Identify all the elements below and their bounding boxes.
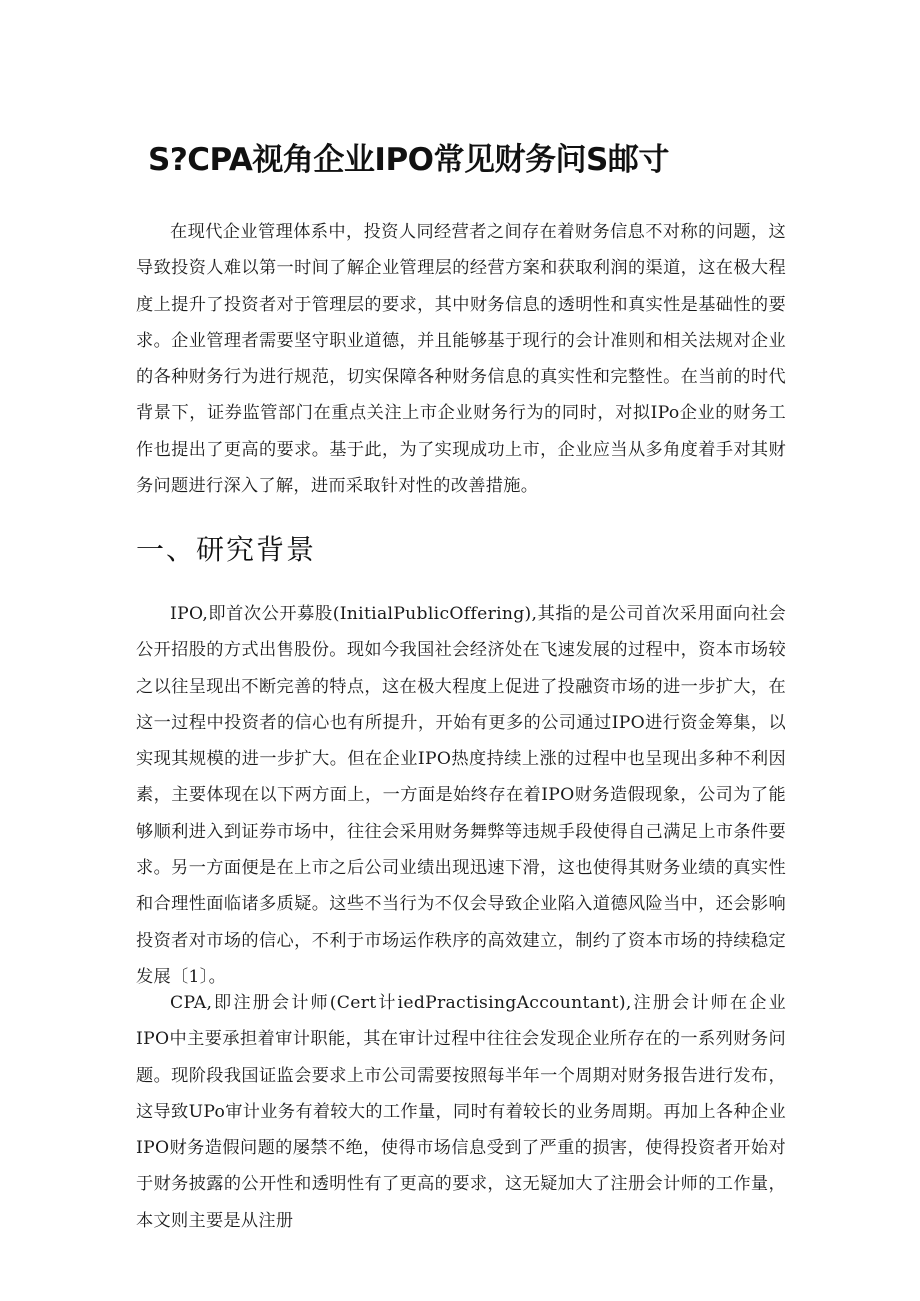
document-title: S?CPA视角企业IPO常见财务问S邮寸 xyxy=(148,142,669,178)
background-paragraph-ipo: IPO,即首次公开募股(InitialPublicOffering),其指的是公司首次采用面向社会公开招股的方式出售股份。现如今我国社会经济处在飞速发展的过程中，资本市场较之以往呈现出不断完善的特点，这在极大程度上促进了投融资市场的进一步扩大，在这一过程中投资者的信心也有所提升，开始有更多的公司通过IPO进行资金筹集，以实现其规模的进一步扩大。但在企业IPO热度持续上涨的过程中也呈现出多种不利因素，主要体现在以下两方面上，一方面是始终存在着IPO财务造假现象，公司为了能够顺利进入到证券市场中，往往会采用财务舞弊等违规手段使得自己满足上市条件要求。另一方面便是在上市之后公司业绩出现迅速下滑，这也使得其财务业绩的真实性和合理性面临诸多质疑。这些不当行为不仅会导致企业陷入道德风险当中，还会影响投资者对市场的信心，不利于市场运作秩序的高效建立，制约了资本市场的持续稳定发展〔1〕。 xyxy=(136,604,786,987)
section-heading-research-background: 一、研究背景 xyxy=(136,533,317,566)
intro-paragraph: 在现代企业管理体系中，投资人同经营者之间存在着财务信息不对称的问题，这导致投资人难以第一时间了解企业管理层的经营方案和获取利润的渠道，这在极大程度上提升了投资者对于管理层的要求，其中财务信息的透明性和真实性是基础性的要求。企业管理者需要坚守职业道德，并且能够基于现行的会计准则和相关法规对企业的各种财务行为进行规范，切实保障各种财务信息的真实性和完整性。在当前的时代背景下，证券监管部门在重点关注上市企业财务行为的同时，对拟IPo企业的财务工作也提出了更高的要求。基于此，为了实现成功上市，企业应当从多角度着手对其财务问题进行深入了解，进而采取针对性的改善措施。 xyxy=(136,222,786,497)
background-paragraph-cpa: CPA,即注册会计师(Cert计iedPractisingAccountant),注册会计师在企业IPO中主要承担着审计职能，其在审计过程中往往会发现企业所存在的一系列财务问题。现阶段我国证监会要求上市公司需要按照每半年一个周期对财务报告进行发布，这导致UPo审计业务有着较大的工作量，同时有着较长的业务周期。再加上各种企业IPO财务造假问题的屡禁不绝，使得市场信息受到了严重的损害，使得投资者开始对于财务披露的公开性和透明性有了更高的要求，这无疑加大了注册会计师的工作量，本文则主要是从注册 xyxy=(136,993,786,1231)
